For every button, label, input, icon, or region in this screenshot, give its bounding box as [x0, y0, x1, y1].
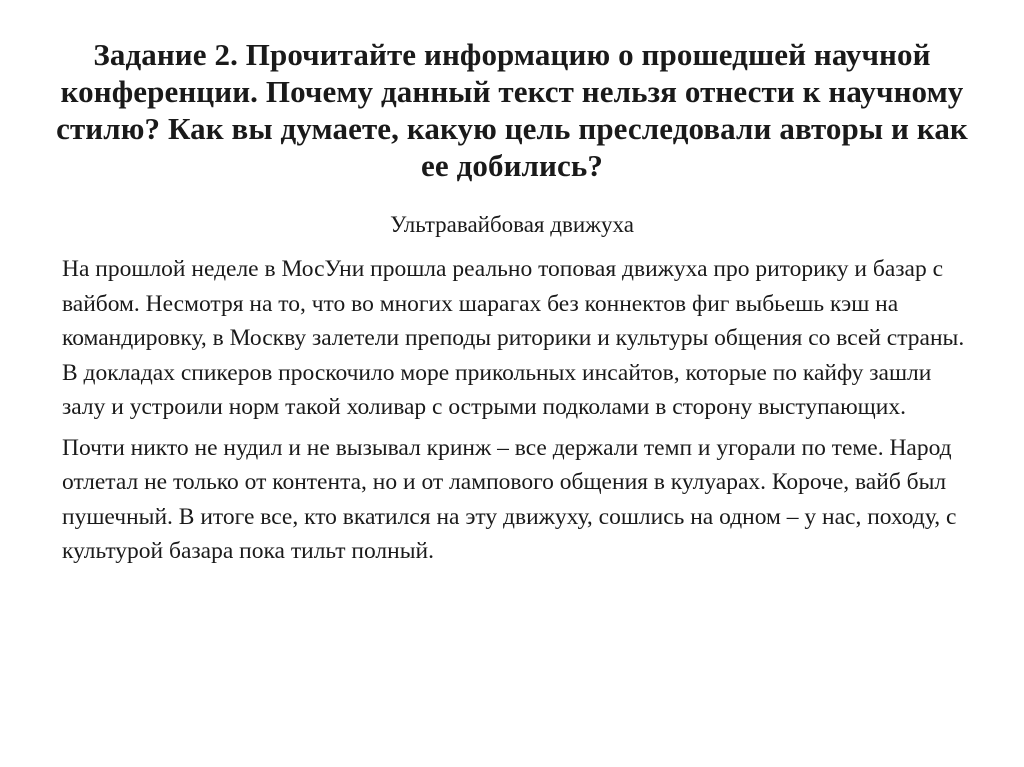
- article-heading: Ультравайбовая движуха: [390, 212, 634, 237]
- article-body: [62, 252, 974, 575]
- task-title: Задание 2. Прочитайте информацию о прошедшей научной конференции. Почему данный текст нельзя отнести к научному стилю? Как вы думаете, какую цель преследовали авторы и как ее добились?: [56, 37, 968, 183]
- article-paragraph-1: На прошлой неделе в МосУни прошла реально топовая движуха про риторику и базар с вайбом. Несмотря на то, что во многих шарагах без коннектов фиг выбьешь кэш на командировку, в Москву залетели преподы риторики и культуры общения со всей страны. В докладах спикеров проскочило море прикольных инсайтов, которые по кайфу зашли залу и устроили норм такой холивар с острыми подколами в сторону выступающих.: [62, 256, 965, 420]
- article-paragraph-2: Почти никто не нудил и не вызывал кринж – все держали темп и угорали по теме. Народ отлетал не только от контента, но и от лампового общения в кулуарах. Короче, вайб был пушечный. В итоге все, кто вкатился на эту движуху, сошлись на одном – у нас, походу, с культурой базара пока тильт полный.: [62, 434, 957, 564]
